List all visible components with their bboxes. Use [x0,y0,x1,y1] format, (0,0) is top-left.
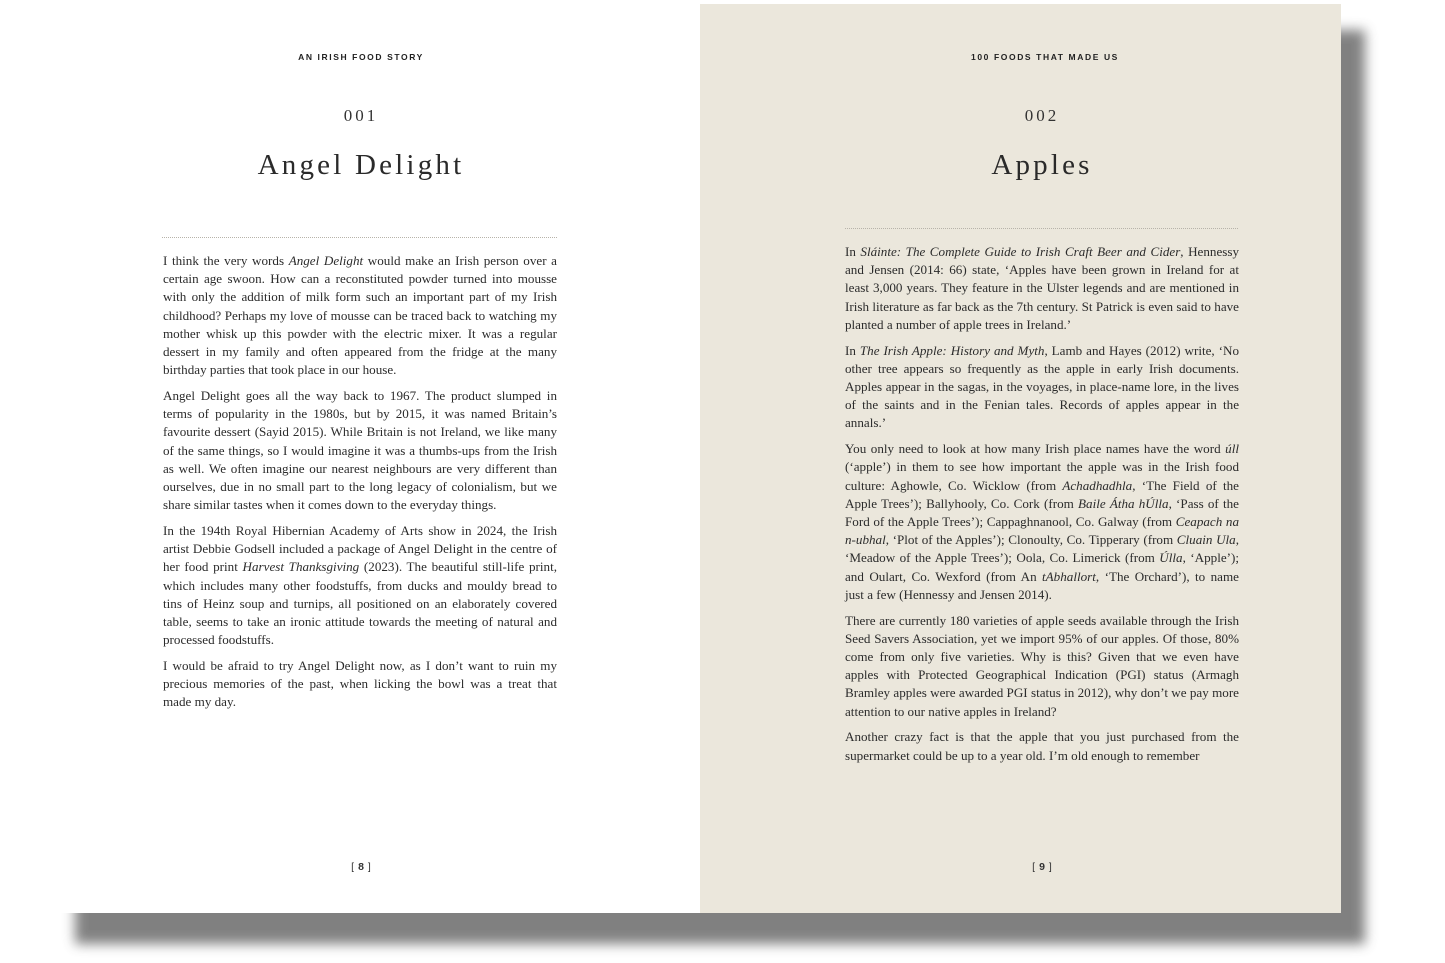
text-run: Angel Delight goes all the way back to 1967. The product slumped in terms of popularity in the 1980s, but by 2015, it was named Britain’s favourite dessert (Sayid 2015). While Britain is not Ireland, we like many of the same things, so I would imagine it was a thumbs-ups from the Irish as well. We often imagine our nearest neighbours are very different than ourselves, due in no small part to the long legacy of colonialism, but we share similar tastes when it comes down to the everyday things. [163,388,557,513]
text-run: I would be afraid to try Angel Delight now, as I don’t want to ruin my precious memories of the past, when licking the bowl was a treat that made my day. [163,658,557,710]
italic-title: Angel Delight [288,253,364,268]
left-page [22,4,700,913]
paragraph [163,522,557,649]
bracket-open: [ [351,861,355,873]
paragraph [163,657,557,712]
italic-title: Sláinte: The Complete Guide to Irish Craft Beer and Cider [860,244,1181,259]
text-run: I think the very words [163,253,289,268]
text-run: There are currently 180 varieties of apple seeds available through the Irish Seed Savers Association, yet we import 95% of our apples. Of those, 80% come from only five varieties. Why is this? Given that we even have apples with Protected Geographical Indication (PGI) status (Armagh Bramley apples were awarded PGI status in 2012), why don’t we pay more attention to our native apples in Ireland? [845,612,1239,719]
entry-title: Angel Delight [257,149,465,182]
text-run: , ‘Plot of the Apples’); Clonoulty, Co. Tipperary (from [885,532,1177,548]
text-run: (‘apple’) in them to see how important the apple was in the Irish food culture: Aghowle, Co. Wicklow (from [845,459,1239,493]
paragraph [163,252,557,379]
italic-title: Cluain Ula [1176,532,1236,548]
entry-number: 002 [1024,106,1060,125]
paragraph [845,243,1239,334]
page-number [331,861,391,873]
paragraph [845,612,1239,721]
text-run: , ‘The Orchard’), to name just a few (Hennessy and Jensen 2014). [845,568,1239,602]
italic-title: Baile Átha hÚlla [1078,495,1169,511]
page-number-value: 9 [1039,861,1045,873]
right-page [700,4,1341,913]
dotted-divider [845,228,1238,229]
bracket-close: ] [1048,861,1052,873]
text-run: (2023). The beautiful still-life print, which includes many other foodstuffs, from ducks and mouldy bread to tins of Heinz soup and turnips, all positioned on an elaborately covered table, seems to take an ironic attitude towards the meeting of natural and processed foodstuffs. [163,559,557,648]
body-text [163,252,557,719]
text-run: , ‘Meadow of the Apple Trees’); Oola, Co. Limerick (from [845,532,1239,566]
italic-title: Harvest Thanksgiving [242,559,360,575]
text-run: In [845,244,861,259]
paragraph [845,342,1239,433]
entry-number: 001 [343,106,379,125]
paragraph [845,728,1239,764]
text-run: In [845,342,860,358]
italic-title: The Irish Apple: History and Myth [859,342,1045,358]
italic-title: Ceapach na n-ubhal [845,514,1239,548]
text-run: Another crazy fact is that the apple that you just purchased from the supermarket could be up to a year old. I’m old enough to remember [845,729,1239,763]
italic-title: úll [1225,441,1239,457]
italic-title: Úlla [1159,550,1183,566]
text-run: , ‘Apple’); and Oulart, Co. Wexford (from An [845,550,1240,584]
italic-title: tAbhallort [1042,568,1096,584]
dotted-divider [162,237,557,238]
bracket-close: ] [367,861,371,873]
text-run: would make an Irish person over a certain age swoon. How can a reconstituted powder turned into mousse with only the addition of milk form such an important part of my Irish childhood? Perhaps my love of mousse can be traced back to watching my mother whisk up this powder with the electric mixer. It was a regular dessert in my family and often appeared from the fridge at the many birthday parties that took place in our house. [163,253,557,378]
text-run: , Hennessy and Jensen (2014: 66) state, ‘Apples have been grown in Ireland for at least 3,000 years. They feature in the Ulster legends and are mentioned in Irish literature as far back as the 7th century. St Patrick is even said to have planted a number of apple trees in Ireland.’ [845,244,1239,332]
text-run: , ‘Pass of the Ford of the Apple Trees’); Cappaghnanool, Co. Galway (from [845,495,1239,530]
text-run: , Lamb and Hayes (2012) write, ‘No other tree appears so frequently as the apple in early Irish documents. Apples appear in the sagas, in the voyages, in place-name lore, in the lives of the saints and in the Fenian tales. Records of apples appear in the annals.’ [845,342,1239,431]
running-head: 100 FOODS THAT MADE US [971,52,1119,62]
text-run: , ‘The Field of the Apple Trees’); Ballyhooly, Co. Cork (from [845,477,1239,511]
text-run: You only need to look at how many Irish place names have the word [845,441,1226,457]
entry-title: Apples [991,149,1093,182]
paragraph [845,440,1239,604]
running-head: AN IRISH FOOD STORY [298,52,424,62]
text-run: In the 194th Royal Hibernian Academy of Arts show in 2024, the Irish artist Debbie Godsell included a package of Angel Delight in the centre of her food print [163,523,557,575]
page-number [1012,861,1072,873]
italic-title: Achadhadhla [1062,477,1133,493]
paragraph [163,387,557,514]
bracket-open: [ [1032,861,1036,873]
page-number-value: 8 [358,861,364,873]
body-text [845,243,1239,772]
